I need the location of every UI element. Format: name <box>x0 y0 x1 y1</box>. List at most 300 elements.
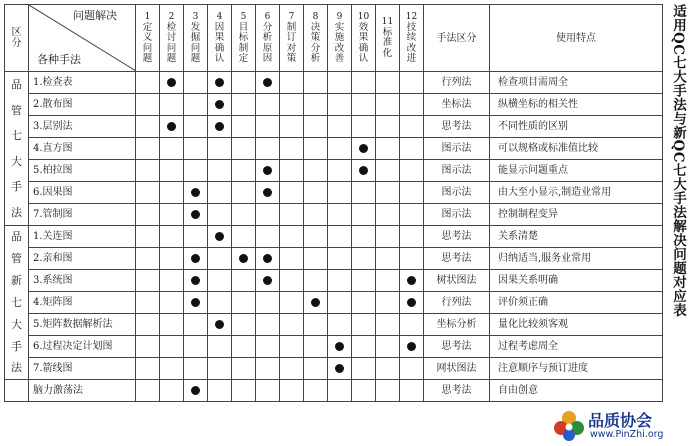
dot-marker <box>191 210 200 219</box>
dot-marker <box>263 188 272 197</box>
step-cell <box>376 94 400 116</box>
step-header-6 <box>256 5 280 72</box>
method-zone: 图示法 <box>424 182 490 204</box>
dot-marker <box>191 386 200 395</box>
step-cell <box>232 292 256 314</box>
pinzhi-logo <box>546 405 688 445</box>
step-cell <box>184 380 208 402</box>
step-cell <box>304 116 328 138</box>
step-cell <box>376 182 400 204</box>
method-feature: 可以规格或标准值比较 <box>490 138 663 160</box>
flower-logo-icon <box>552 409 586 443</box>
step-cell <box>256 336 280 358</box>
step-cell <box>400 380 424 402</box>
group-char: 法 <box>11 205 22 219</box>
step-cell <box>232 116 256 138</box>
step-cell <box>184 94 208 116</box>
method-name: 5.柏拉图 <box>29 160 136 182</box>
step-cell <box>232 226 256 248</box>
step-cell <box>352 72 376 94</box>
step-cell <box>400 314 424 336</box>
step-cell <box>256 160 280 182</box>
step-cell <box>376 270 400 292</box>
logo-brand: 品质协会 <box>588 411 653 430</box>
feature-header: 使用特点 <box>490 5 663 72</box>
method-name: 7.管制图 <box>29 204 136 226</box>
method-name: 7.箭线图 <box>29 358 136 380</box>
group-char: 手 <box>11 180 22 194</box>
step-cell <box>136 358 160 380</box>
step-cell <box>352 270 376 292</box>
step-cell <box>232 94 256 116</box>
step-header-2 <box>160 5 184 72</box>
step-cell <box>256 226 280 248</box>
step-cell <box>208 336 232 358</box>
step-cell <box>400 336 424 358</box>
step-cell <box>208 358 232 380</box>
method-feature: 因果关系明确 <box>490 270 663 292</box>
step-cell <box>208 182 232 204</box>
step-cell <box>352 182 376 204</box>
step-cell <box>208 160 232 182</box>
step-cell <box>280 116 304 138</box>
step-cell <box>328 226 352 248</box>
step-number: 5 <box>240 11 247 22</box>
dot-marker <box>215 122 224 131</box>
dot-marker <box>191 298 200 307</box>
step-header-7 <box>280 5 304 72</box>
dot-marker <box>263 254 272 263</box>
step-cell <box>304 380 328 402</box>
step-cell <box>304 72 328 94</box>
method-feature: 纵横坐标的相关性 <box>490 94 663 116</box>
step-header-10 <box>352 5 376 72</box>
step-cell <box>376 72 400 94</box>
group-char: 新 <box>11 274 22 288</box>
dot-marker <box>335 364 344 373</box>
step-cell <box>304 292 328 314</box>
step-cell <box>376 314 400 336</box>
group-char: 管 <box>11 252 22 266</box>
step-number: 9 <box>336 11 343 22</box>
step-cell <box>232 182 256 204</box>
dot-marker <box>191 188 200 197</box>
step-cell <box>208 314 232 336</box>
category-header <box>5 5 29 72</box>
method-zone: 行列法 <box>424 72 490 94</box>
step-cell <box>256 248 280 270</box>
step-cell <box>304 226 328 248</box>
step-cell <box>280 138 304 160</box>
step-cell <box>160 248 184 270</box>
step-cell <box>136 270 160 292</box>
step-cell <box>328 292 352 314</box>
step-cell <box>328 314 352 336</box>
step-cell <box>184 182 208 204</box>
step-cell <box>304 182 328 204</box>
step-cell <box>232 204 256 226</box>
side-title: 适用QC七大手法与新QC七大手法解决问题对应表 <box>670 4 686 318</box>
dot-marker <box>167 122 176 131</box>
step-cell <box>256 72 280 94</box>
dot-marker <box>263 78 272 87</box>
step-cell <box>136 292 160 314</box>
step-cell <box>160 138 184 160</box>
step-cell <box>400 72 424 94</box>
step-cell <box>352 160 376 182</box>
group-label-cell <box>5 380 29 402</box>
method-feature: 归纳适当,服务业常用 <box>490 248 663 270</box>
step-cell <box>280 226 304 248</box>
step-header-11 <box>376 5 400 72</box>
step-cell <box>352 116 376 138</box>
step-cell <box>400 116 424 138</box>
step-cell <box>328 336 352 358</box>
step-cell <box>400 204 424 226</box>
table-row <box>5 336 663 358</box>
dot-marker <box>263 276 272 285</box>
step-cell <box>184 204 208 226</box>
step-header-12 <box>400 5 424 72</box>
step-number: 2 <box>168 11 175 22</box>
step-cell <box>232 358 256 380</box>
method-name: 3.系统图 <box>29 270 136 292</box>
step-cell <box>304 248 328 270</box>
step-cell <box>328 182 352 204</box>
method-zone: 网状图法 <box>424 358 490 380</box>
step-cell <box>352 336 376 358</box>
step-cell <box>160 270 184 292</box>
step-cell <box>328 204 352 226</box>
step-cell <box>160 204 184 226</box>
step-cell <box>160 336 184 358</box>
step-cell <box>280 182 304 204</box>
table-row <box>5 358 663 380</box>
step-cell <box>160 72 184 94</box>
step-cell <box>184 270 208 292</box>
step-cell <box>400 292 424 314</box>
step-label: 实施改善 <box>334 21 345 64</box>
step-cell <box>160 182 184 204</box>
group-char: 七 <box>11 295 22 309</box>
step-cell <box>400 358 424 380</box>
step-cell <box>208 138 232 160</box>
method-name: 6.过程决定计划图 <box>29 336 136 358</box>
step-label: 发掘问题 <box>190 21 201 64</box>
step-label: 检讨问题 <box>166 21 177 64</box>
caption <box>160 433 460 446</box>
step-cell <box>136 336 160 358</box>
step-cell <box>352 226 376 248</box>
step-cell <box>328 138 352 160</box>
step-cell <box>256 270 280 292</box>
method-feature: 不同性质的区别 <box>490 116 663 138</box>
step-cell <box>280 358 304 380</box>
group-char: 大 <box>11 317 22 331</box>
step-cell <box>328 116 352 138</box>
method-zone: 思考法 <box>424 380 490 402</box>
step-cell <box>280 380 304 402</box>
step-cell <box>208 270 232 292</box>
step-cell <box>328 380 352 402</box>
step-cell <box>232 270 256 292</box>
step-cell <box>376 138 400 160</box>
method-feature: 评价须正确 <box>490 292 663 314</box>
dot-marker <box>407 298 416 307</box>
step-cell <box>280 94 304 116</box>
method-zone: 坐标法 <box>424 94 490 116</box>
step-cell <box>136 72 160 94</box>
method-zone: 图示法 <box>424 204 490 226</box>
step-cell <box>280 204 304 226</box>
step-cell <box>376 226 400 248</box>
step-label: 因果确认 <box>214 21 225 64</box>
step-cell <box>328 160 352 182</box>
table-row <box>5 94 663 116</box>
group-char: 品 <box>11 78 22 92</box>
step-cell <box>208 72 232 94</box>
method-feature: 量化比较须客观 <box>490 314 663 336</box>
step-cell <box>136 226 160 248</box>
step-cell <box>136 314 160 336</box>
step-cell <box>352 380 376 402</box>
step-cell <box>184 160 208 182</box>
step-cell <box>160 116 184 138</box>
table-row <box>5 270 663 292</box>
group-char: 法 <box>11 361 22 375</box>
step-cell <box>280 160 304 182</box>
step-cell <box>136 116 160 138</box>
step-cell <box>280 314 304 336</box>
step-cell <box>136 138 160 160</box>
step-cell <box>160 314 184 336</box>
step-header-9 <box>328 5 352 72</box>
step-label: 标准化 <box>382 26 393 59</box>
diagonal-header <box>29 5 136 72</box>
step-label: 决策分析 <box>310 21 321 64</box>
method-zone: 思考法 <box>424 226 490 248</box>
step-cell <box>208 94 232 116</box>
step-cell <box>232 248 256 270</box>
step-cell <box>304 336 328 358</box>
table-row <box>5 182 663 204</box>
step-number: 8 <box>312 11 319 22</box>
method-name: 6.因果图 <box>29 182 136 204</box>
step-header-8 <box>304 5 328 72</box>
step-cell <box>184 226 208 248</box>
method-feature: 检查项目需周全 <box>490 72 663 94</box>
step-cell <box>232 160 256 182</box>
group-char: 品 <box>11 230 22 244</box>
step-cell <box>400 270 424 292</box>
step-cell <box>136 160 160 182</box>
step-cell <box>184 292 208 314</box>
step-cell <box>256 358 280 380</box>
dot-marker <box>407 342 416 351</box>
step-cell <box>184 358 208 380</box>
table-row <box>5 160 663 182</box>
table-row <box>5 116 663 138</box>
step-number: 12 <box>405 11 418 22</box>
step-cell <box>376 336 400 358</box>
group-label-cell <box>5 226 29 380</box>
method-zone: 思考法 <box>424 116 490 138</box>
dot-marker <box>215 320 224 329</box>
step-cell <box>136 204 160 226</box>
dot-marker <box>191 276 200 285</box>
diag-top-label: 问题解决 <box>73 9 117 22</box>
step-cell <box>160 358 184 380</box>
step-cell <box>376 160 400 182</box>
table-row <box>5 204 663 226</box>
category-label: 区分 <box>11 27 22 49</box>
step-cell <box>184 116 208 138</box>
step-cell <box>352 94 376 116</box>
step-cell <box>352 204 376 226</box>
step-number: 6 <box>264 11 271 22</box>
table-row <box>5 292 663 314</box>
group-char: 手 <box>11 339 22 353</box>
step-cell <box>328 270 352 292</box>
step-cell <box>376 204 400 226</box>
dot-marker <box>215 78 224 87</box>
step-cell <box>376 358 400 380</box>
group-char: 大 <box>11 154 22 168</box>
step-label: 技续改进 <box>406 21 417 64</box>
step-header-5 <box>232 5 256 72</box>
step-cell <box>376 380 400 402</box>
dot-marker <box>359 144 368 153</box>
step-number: 4 <box>216 11 223 22</box>
step-cell <box>256 204 280 226</box>
step-number: 7 <box>288 11 295 22</box>
step-cell <box>160 160 184 182</box>
method-feature: 过程考虑周全 <box>490 336 663 358</box>
dot-marker <box>215 100 224 109</box>
step-cell <box>184 72 208 94</box>
group-char: 七 <box>11 129 22 143</box>
table-row <box>5 248 663 270</box>
method-zone: 图示法 <box>424 138 490 160</box>
step-cell <box>136 248 160 270</box>
step-cell <box>256 116 280 138</box>
step-cell <box>304 204 328 226</box>
table-row <box>5 138 663 160</box>
step-label: 目标制定 <box>238 21 249 64</box>
step-cell <box>304 94 328 116</box>
step-cell <box>208 248 232 270</box>
step-cell <box>256 182 280 204</box>
step-header-3 <box>184 5 208 72</box>
method-name: 2.散布图 <box>29 94 136 116</box>
step-cell <box>400 94 424 116</box>
group-char: 管 <box>11 103 22 117</box>
group-label-cell <box>5 72 29 226</box>
step-cell <box>328 248 352 270</box>
step-number: 11 <box>381 16 394 27</box>
step-cell <box>352 292 376 314</box>
dot-marker <box>191 254 200 263</box>
method-name: 1.关连图 <box>29 226 136 248</box>
step-cell <box>256 292 280 314</box>
step-cell <box>160 226 184 248</box>
method-feature: 自由创意 <box>490 380 663 402</box>
method-feature: 控制制程变异 <box>490 204 663 226</box>
method-zone: 树状图法 <box>424 270 490 292</box>
step-cell <box>400 138 424 160</box>
method-zone: 坐标分析 <box>424 314 490 336</box>
method-name: 3.层别法 <box>29 116 136 138</box>
method-feature: 能显示问题重点 <box>490 160 663 182</box>
method-name: 脑力激荡法 <box>29 380 136 402</box>
step-cell <box>280 72 304 94</box>
step-cell <box>400 248 424 270</box>
step-cell <box>352 248 376 270</box>
step-cell <box>256 94 280 116</box>
method-name: 2.亲和图 <box>29 248 136 270</box>
step-cell <box>328 72 352 94</box>
step-cell <box>136 182 160 204</box>
step-cell <box>208 204 232 226</box>
step-cell <box>352 358 376 380</box>
method-feature: 注意顺序与预订进度 <box>490 358 663 380</box>
step-cell <box>232 72 256 94</box>
method-zone: 图示法 <box>424 160 490 182</box>
step-cell <box>160 380 184 402</box>
step-cell <box>184 336 208 358</box>
diag-bottom-label: 各种手法 <box>37 53 81 66</box>
step-cell <box>136 94 160 116</box>
step-cell <box>232 138 256 160</box>
step-cell <box>304 138 328 160</box>
step-cell <box>352 314 376 336</box>
step-cell <box>256 138 280 160</box>
method-name: 5.矩阵数据解析法 <box>29 314 136 336</box>
step-number: 3 <box>192 11 199 22</box>
method-feature: 由大至小显示,制造业常用 <box>490 182 663 204</box>
step-cell <box>304 358 328 380</box>
method-zone: 行列法 <box>424 292 490 314</box>
method-zone: 思考法 <box>424 336 490 358</box>
header-row <box>5 5 663 72</box>
table-row <box>5 226 663 248</box>
method-name: 4.矩阵图 <box>29 292 136 314</box>
step-cell <box>304 314 328 336</box>
step-label: 定义问题 <box>142 21 153 64</box>
step-cell <box>376 116 400 138</box>
step-cell <box>208 226 232 248</box>
step-cell <box>256 314 280 336</box>
dot-marker <box>167 78 176 87</box>
logo-url: www.PinZhi.org <box>590 429 664 440</box>
dot-marker <box>263 166 272 175</box>
step-cell <box>208 116 232 138</box>
step-label: 制订对策 <box>286 21 297 64</box>
group-label <box>5 226 28 379</box>
step-header-1 <box>136 5 160 72</box>
step-cell <box>232 336 256 358</box>
dot-marker <box>215 232 224 241</box>
step-cell <box>328 358 352 380</box>
step-cell <box>184 314 208 336</box>
step-cell <box>136 380 160 402</box>
step-cell <box>160 292 184 314</box>
step-number: 1 <box>144 11 151 22</box>
method-zone: 思考法 <box>424 248 490 270</box>
step-cell <box>280 292 304 314</box>
qc-method-table <box>4 4 663 402</box>
step-number: 10 <box>357 11 370 22</box>
